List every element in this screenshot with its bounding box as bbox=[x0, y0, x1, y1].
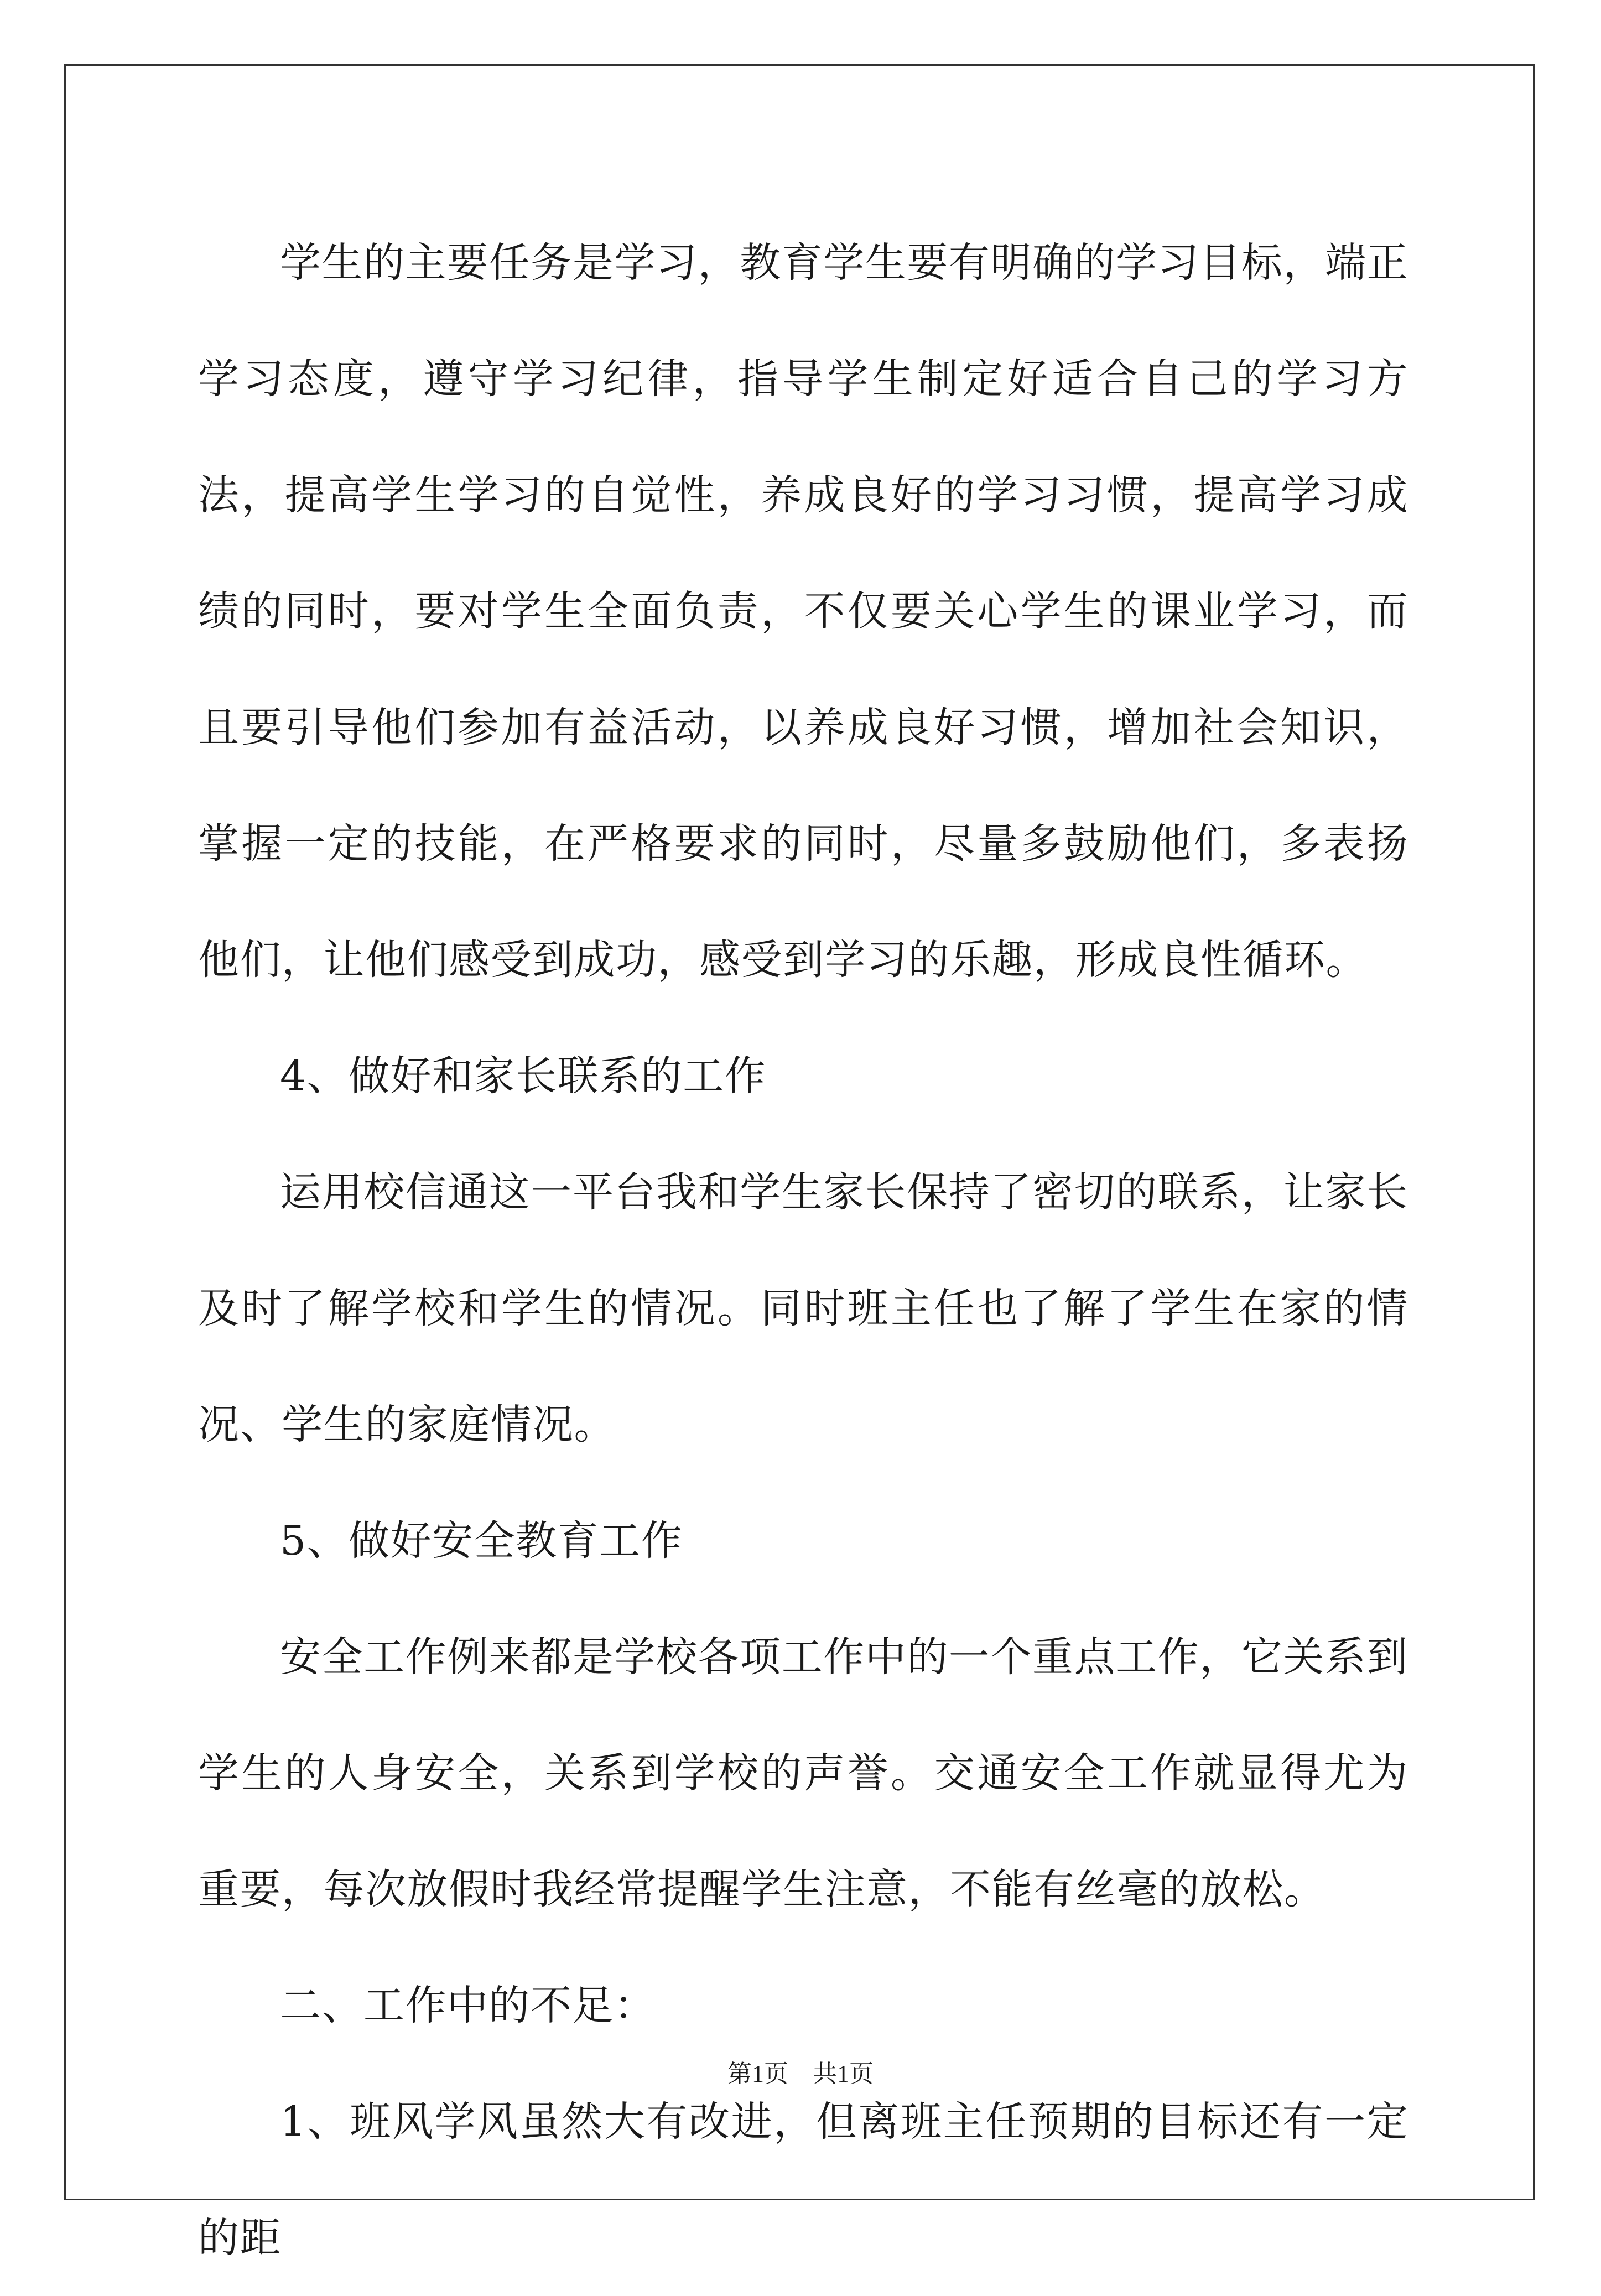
paragraph-parent-contact: 运用校信通这一平台我和学生家长保持了密切的联系，让家长及时了解学校和学生的情况。同时班主任也了解了学生在家的情况、学生的家庭情况。 bbox=[198, 1168, 1408, 1448]
paragraph-study-tasks: 学生的主要任务是学习，教育学生要有明确的学习目标，端正学习态度，遵守学习纪律，指导学生制定好适合自己的学习方法，提高学生学习的自觉性，养成良好的学习习惯，提高学习成绩的同时，要对学生全面负责，不仅要关心学生的课业学习，而且要引导他们参加有益活动，以养成良好习惯，增加社会知识，掌握一定的技能，在严格要求的同时，尽量多鼓励他们，多表扬他们，让他们感受到成功，感受到学习的乐趣，形成良性循环。 bbox=[198, 239, 1408, 984]
page-number-footer: 第1页 共1页 bbox=[727, 2060, 874, 2087]
heading-shortcomings: 二、工作中的不足： bbox=[280, 1982, 656, 2029]
paragraph-safety-education: 安全工作例来都是学校各项工作中的一个重点工作，它关系到学生的人身安全，关系到学校的声誉。交通安全工作就显得尤为重要，每次放假时我经常提醒学生注意，不能有丝毫的放松。 bbox=[198, 1633, 1408, 1913]
document-body bbox=[198, 205, 1408, 2296]
heading-parent-contact: 4、做好和家长联系的工作 bbox=[280, 1052, 767, 1100]
heading-safety-education: 5、做好安全教育工作 bbox=[280, 1517, 683, 1565]
paragraph-shortcoming-1: 1、班风学风虽然大有改进，但离班主任预期的目标还有一定的距 bbox=[198, 2098, 1408, 2262]
